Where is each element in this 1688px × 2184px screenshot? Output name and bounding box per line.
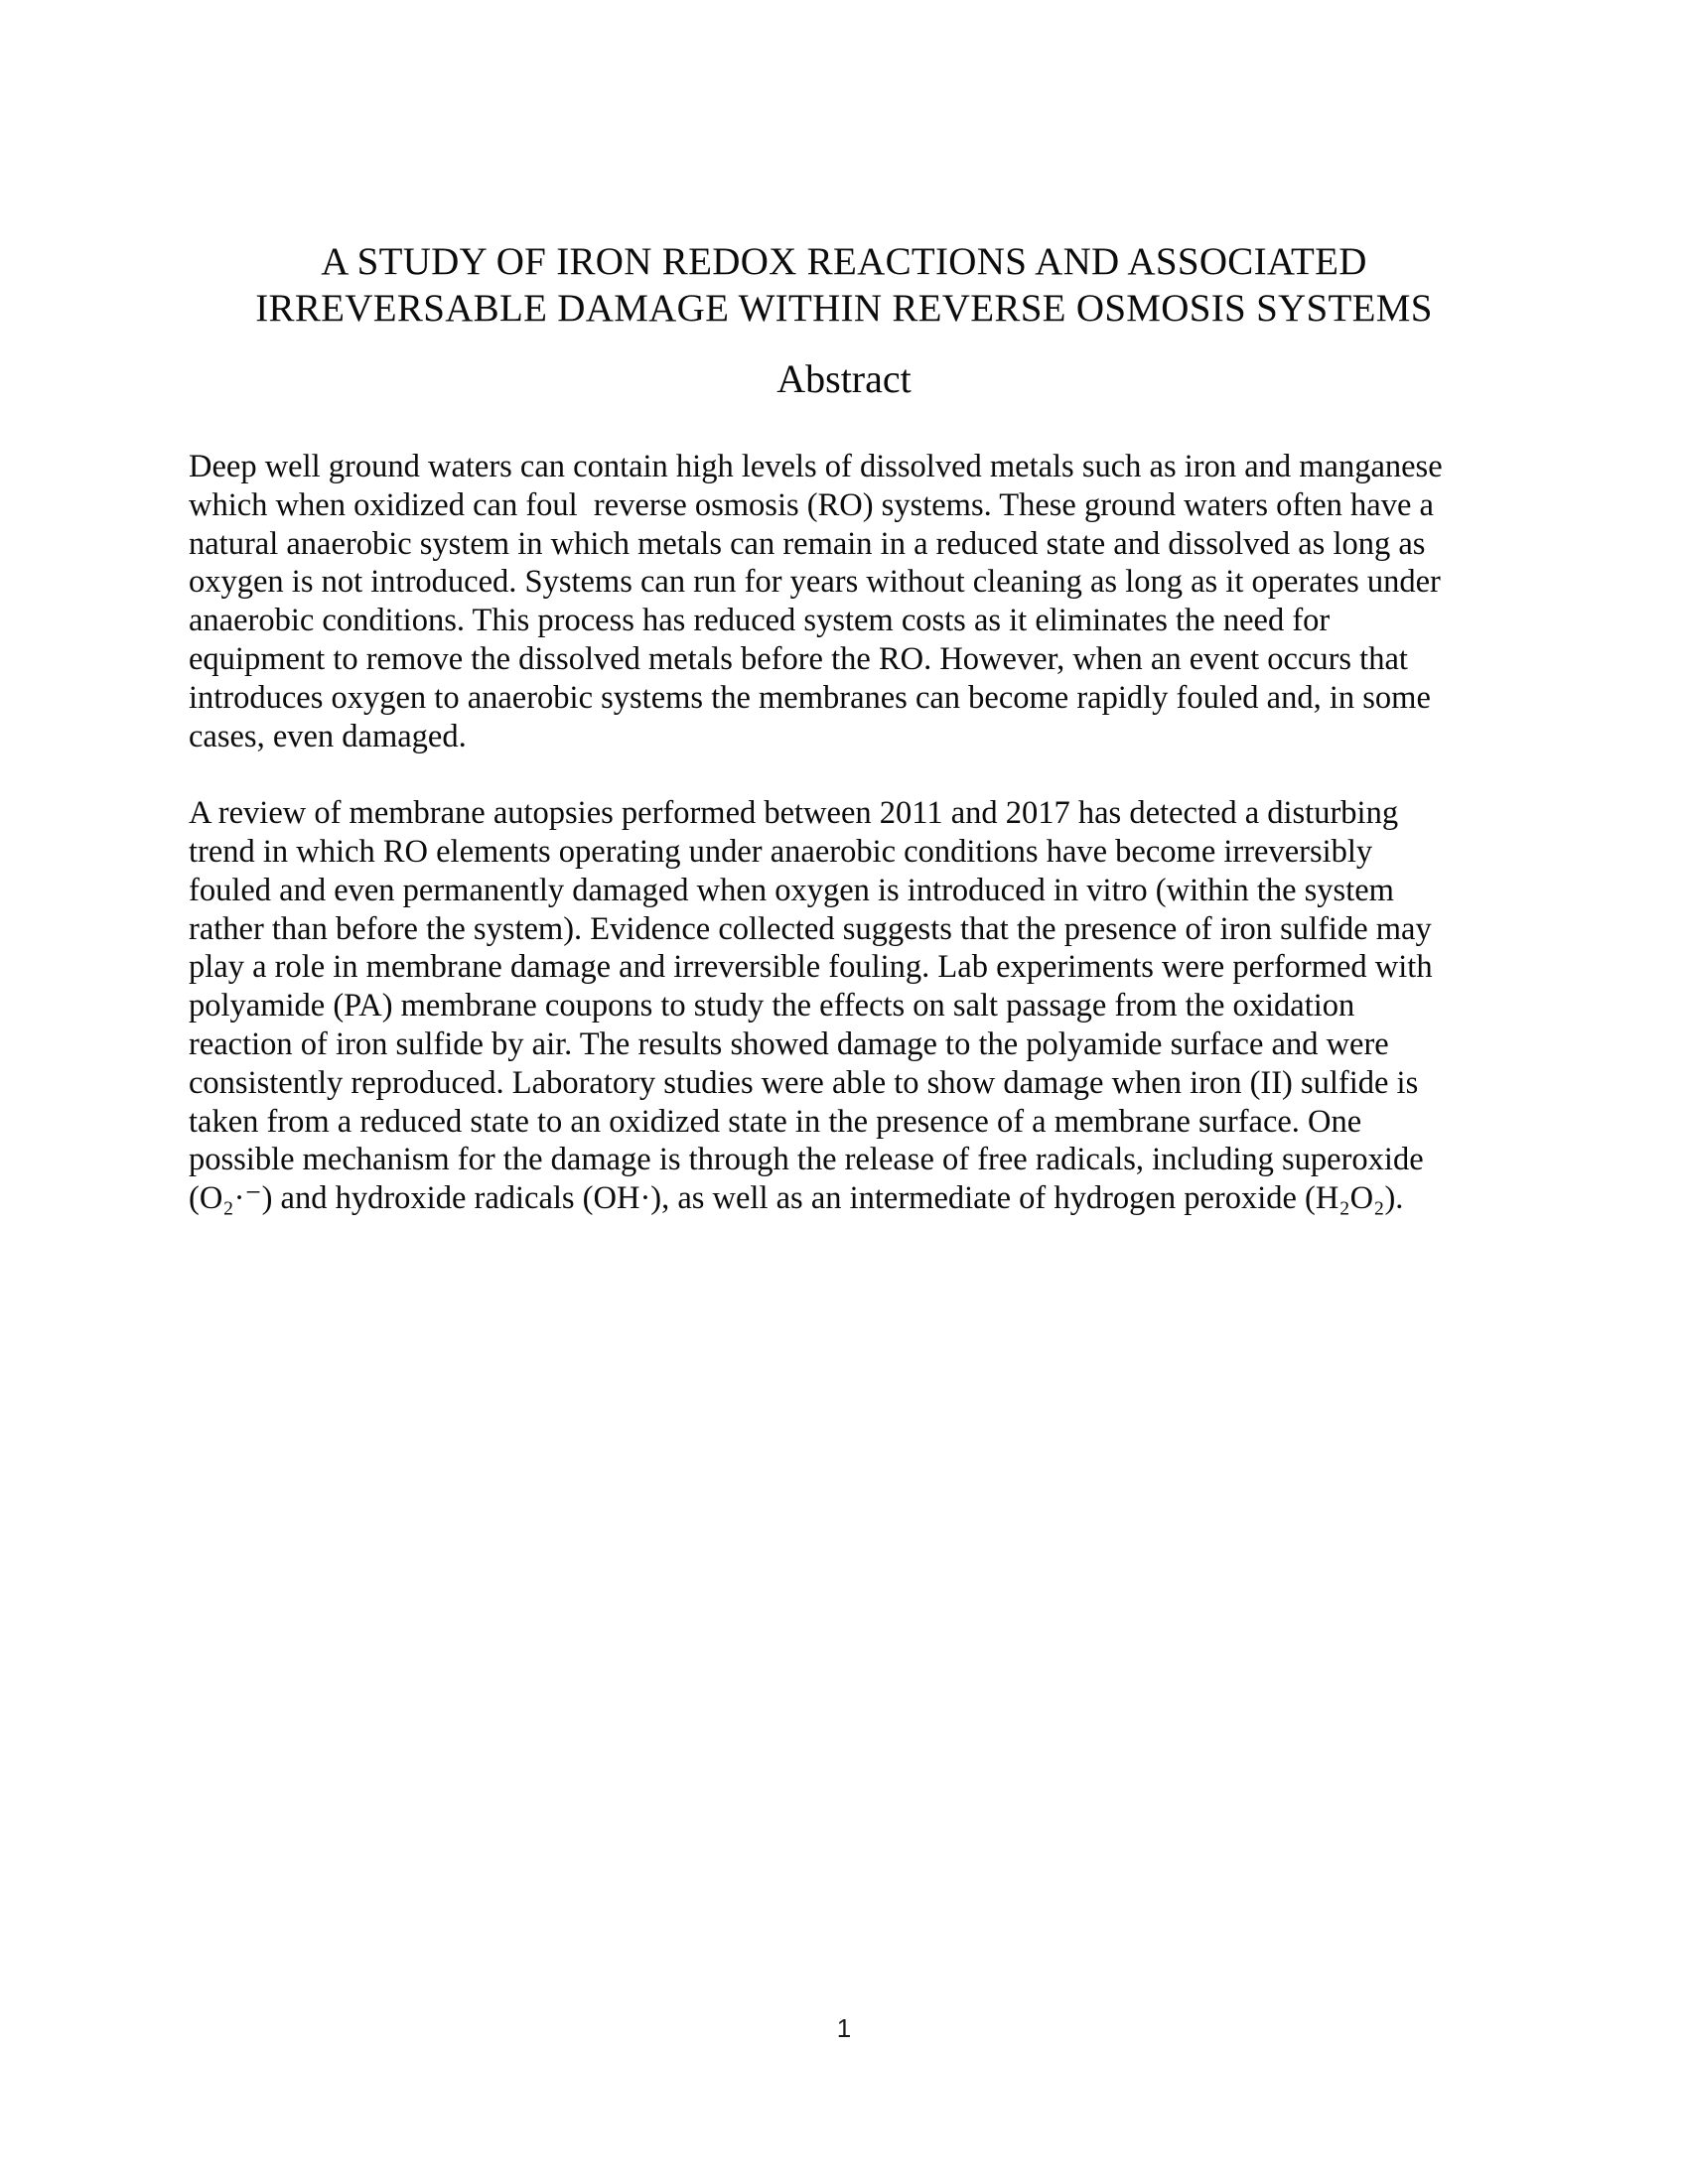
text-line: play a role in membrane damage and irreversible fouling. Lab experiments were performed with xyxy=(189,949,1433,986)
text-line: polyamide (PA) membrane coupons to study the effects on salt passage from the oxidation xyxy=(189,988,1355,1024)
text-line: consistently reproduced. Laboratory studies were able to show damage when iron (II) sulfide is xyxy=(189,1064,1419,1101)
abstract-body xyxy=(189,448,1509,1257)
document-title xyxy=(0,238,1688,332)
title-line-1: A STUDY OF IRON REDOX REACTIONS AND ASSOCIATED xyxy=(321,240,1367,283)
text-line: A review of membrane autopsies performed between 2011 and 2017 has detected a disturbing xyxy=(189,795,1399,832)
abstract-heading: Abstract xyxy=(776,356,912,401)
text-line: trend in which RO elements operating under anaerobic conditions have become irreversibly xyxy=(189,833,1373,870)
text-line: anaerobic conditions. This process has reduced system costs as it eliminates the need for xyxy=(189,603,1331,639)
abstract-paragraph-2 xyxy=(189,794,1509,1218)
page-number: 1 xyxy=(836,2013,852,2043)
text-line: possible mechanism for the damage is through the release of free radicals, including superoxide xyxy=(189,1142,1424,1178)
text-line: reaction of iron sulfide by air. The results showed damage to the polyamide surface and were xyxy=(189,1025,1389,1062)
text-line: natural anaerobic system in which metals can remain in a reduced state and dissolved as long as xyxy=(189,525,1426,562)
text-line: introduces oxygen to anaerobic systems the membranes can become rapidly fouled and, in some xyxy=(189,679,1431,716)
text-line: (O₂·⁻) and hydroxide radicals (OH·), as well as an intermediate of hydrogen peroxide (H₂O₂). xyxy=(189,1180,1404,1217)
text-line: fouled and even permanently damaged when oxygen is introduced in vitro (within the system xyxy=(189,872,1394,908)
text-line: which when oxidized can foul reverse osmosis (RO) systems. These ground waters often have a xyxy=(189,486,1434,523)
abstract-paragraph-1 xyxy=(189,448,1509,755)
title-line-2: IRREVERSABLE DAMAGE WITHIN REVERSE OSMOSIS SYSTEMS xyxy=(255,287,1433,330)
text-line: oxygen is not introduced. Systems can run for years without cleaning as long as it operates under xyxy=(189,564,1441,601)
text-line: equipment to remove the dissolved metals before the RO. However, when an event occurs that xyxy=(189,640,1408,677)
text-line: Deep well ground waters can contain high levels of dissolved metals such as iron and manganese xyxy=(189,449,1443,484)
text-line: taken from a reduced state to an oxidized state in the presence of a membrane surface. One xyxy=(189,1103,1362,1140)
text-line: rather than before the system). Evidence collected suggests that the presence of iron sulfide may xyxy=(189,910,1432,947)
text-line: cases, even damaged. xyxy=(189,718,467,754)
